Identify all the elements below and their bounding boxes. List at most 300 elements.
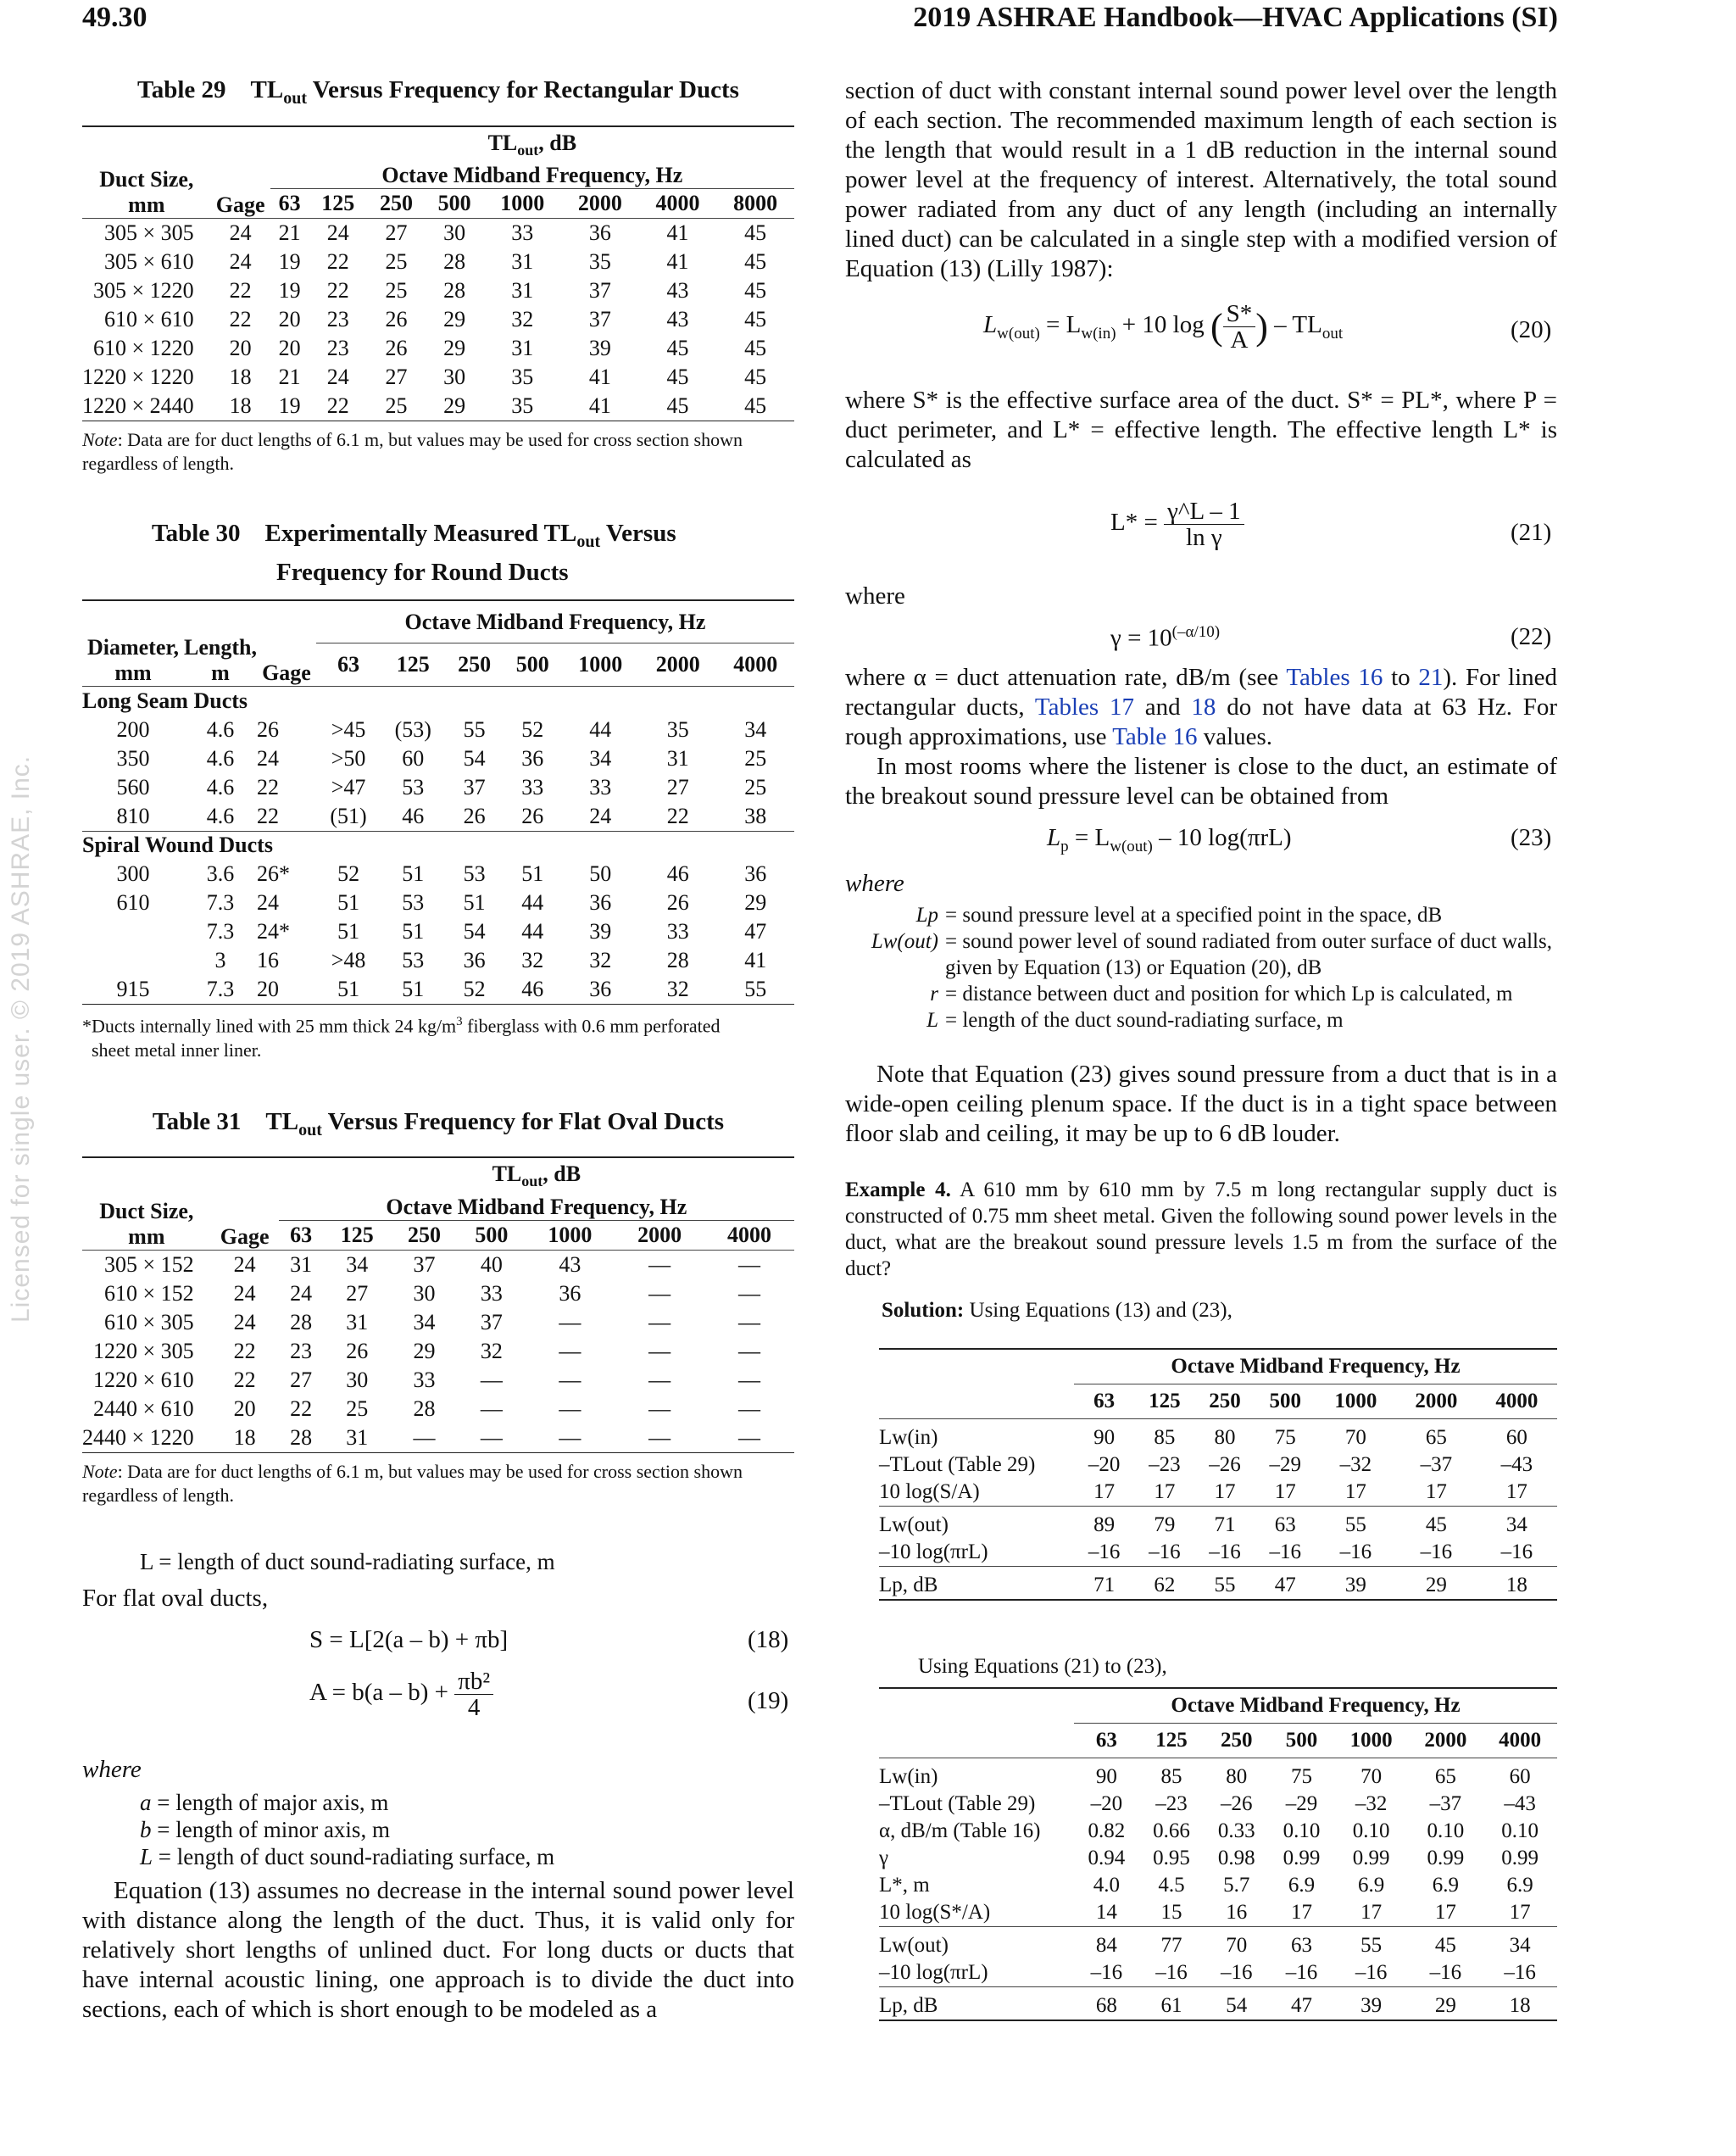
left-column [82, 75, 794, 1507]
example-freq-header: 125 [1149, 1390, 1181, 1412]
table30-cell: 915 [116, 977, 150, 1002]
link-table-21[interactable]: 21 [1418, 664, 1444, 691]
table30-cell: 36 [589, 977, 612, 1002]
example-cell: 90 [1093, 1426, 1116, 1449]
table30-section-row [82, 686, 794, 716]
example-cell: –16 [1088, 1540, 1121, 1563]
table29-freq-header: 63 [278, 190, 301, 215]
table31-cell: — [648, 1280, 671, 1306]
table29-cell: 25 [385, 248, 408, 274]
table29-cell: 39 [588, 335, 611, 360]
table29-cell: 32 [511, 306, 534, 331]
table31-cell: — [413, 1424, 436, 1450]
example-group-header: Octave Midband Frequency, Hz [1074, 1349, 1557, 1384]
table30-row [82, 860, 794, 889]
example-freq-header: 2000 [1415, 1390, 1458, 1412]
table29-cell: 305 × 1220 [93, 277, 194, 303]
example-cell: 55 [1360, 1934, 1383, 1957]
table29-cell: 24 [326, 364, 349, 389]
table30-cell: 51 [463, 890, 486, 916]
example-cell: 0.99 [1352, 1847, 1390, 1869]
table29-cell: 41 [666, 220, 689, 245]
example-cell: –20 [1088, 1453, 1121, 1476]
link-table-18[interactable]: 18 [1191, 694, 1216, 721]
example-empty-cell [879, 1724, 1074, 1758]
right-paragraph-1: section of duct with constant internal sound power level over the length of each section. The recommended maximum length of each section is the length that would result in a 1 dB reduction in the internal sound power level at the frequency of interest. Alternatively, the total sound power radiated from any duct of any length (including an internally lined duct) can be calculated in a single step with a modified version of Equation (13) (Lilly 1987): [845, 77, 1557, 282]
table31-cell: 28 [290, 1309, 313, 1334]
table29-cell: 26 [385, 335, 408, 360]
table30-freq-header: 1000 [578, 652, 623, 677]
table30-cell: 22 [256, 803, 279, 828]
example-cell: 0.66 [1153, 1819, 1190, 1842]
equation-18-number: (18) [748, 1626, 789, 1653]
table31-cell: 20 [233, 1396, 256, 1421]
example-cell: 4.0 [1093, 1874, 1120, 1897]
table30-cell: 36 [744, 861, 767, 887]
solution: Solution: Using Equations (13) and (23), [882, 1299, 1232, 1322]
example-freq-header: 2000 [1424, 1729, 1467, 1752]
definition-text: = length of minor axis, m [151, 1817, 390, 1842]
example-cell: 84 [1095, 1934, 1117, 1957]
example-cell: –23 [1149, 1453, 1181, 1476]
example-cell: –16 [1504, 1961, 1536, 1984]
table29-cell: 24 [229, 220, 252, 245]
table30-cell: 34 [589, 745, 612, 771]
table30-freq-header: 250 [458, 652, 492, 677]
example-cell: –43 [1504, 1792, 1536, 1815]
table31-cell: 1220 × 610 [93, 1367, 194, 1392]
table31: Duct Size, mm Gage $TL_{out}$, dB Octave Midband Frequency, Hz 63 125 250 500 1000 2000 4000 305 × 152 24 31 34 37 40 43 — — 610 × 152 24 24 27 30 33 36 — — 610 × 305 24 28 31 34 37 — — — 1220 × 305 22 23 26 29 32 — — — 1220 × 610 22 27 30 33 — — — — 2440 × 610 20 22 25 28 — — — — 2440 × 1220 18 28 31 — — — — — [82, 1156, 794, 1452]
example-cell: –26 [1221, 1792, 1253, 1815]
table31-cell: 24 [233, 1309, 256, 1334]
table31-cell: 2440 × 610 [93, 1396, 194, 1421]
table31-cell: — [559, 1338, 581, 1363]
example-cell: 90 [1095, 1765, 1117, 1788]
example-cell: 70 [1226, 1934, 1248, 1957]
example-cell: 15 [1160, 1901, 1182, 1924]
table29-cell: 22 [326, 248, 349, 274]
table29-cell: 26 [385, 306, 408, 331]
example-row-label: Lw(out) [879, 1934, 949, 1957]
table30-cell: >47 [331, 774, 366, 799]
table30-cell: 51 [337, 890, 360, 916]
table30-cell: 300 [116, 861, 150, 887]
table30-cell: 34 [744, 716, 767, 742]
example-cell: 45 [1434, 1934, 1456, 1957]
example-cell: 0.95 [1153, 1847, 1190, 1869]
table30-cell: 37 [463, 774, 486, 799]
table31-cell: 27 [346, 1280, 369, 1306]
example-cell: –32 [1355, 1792, 1388, 1815]
definition-symbol: L [140, 1844, 153, 1869]
table29-cell: 610 × 1220 [93, 335, 194, 360]
running-header: 2019 ASHRAE Handbook—HVAC Applications (SI) [913, 2, 1558, 33]
table31-cell: 27 [290, 1367, 313, 1392]
table31-cell: 18 [233, 1424, 256, 1450]
table29-cell: 305 × 610 [104, 248, 194, 274]
table31-cell: 40 [480, 1251, 503, 1277]
example-cell: –20 [1090, 1792, 1123, 1815]
table30-cell: 26 [463, 803, 486, 828]
example-row-label: –10 log(πrL) [879, 1540, 988, 1563]
example-freq-header: 63 [1095, 1729, 1117, 1752]
example-freq-header: 250 [1209, 1390, 1241, 1412]
example-cell: 17 [1505, 1480, 1527, 1503]
table29-cell: 27 [385, 364, 408, 389]
table30-section-label: Long Seam Ducts [82, 688, 248, 713]
table29-cell: 20 [278, 306, 301, 331]
definition-text: = length of duct sound-radiating surface, m [153, 1844, 555, 1869]
example-row-label: –TLout (Table 29) [879, 1792, 1036, 1815]
example-cell: 6.9 [1432, 1874, 1459, 1897]
definition-line [140, 1843, 554, 1870]
example-cell: 75 [1274, 1426, 1296, 1449]
table30-cell: 46 [402, 803, 425, 828]
equation-19: A = b(a – b) + $\frac{\text{πb²}}{4}$ [309, 1669, 493, 1720]
table31-cell: 30 [346, 1367, 369, 1392]
table29-cell: 29 [443, 335, 466, 360]
table31-cell: 33 [413, 1367, 436, 1392]
table31-freq-header: 1000 [548, 1222, 593, 1247]
table29-cell: 23 [326, 335, 349, 360]
definition-line [845, 1007, 1566, 1033]
using-equations-21-23: Using Equations (21) to (23), [918, 1655, 1167, 1678]
table30-cell: >45 [331, 716, 366, 742]
example-row-label: Lp, dB [879, 1574, 938, 1596]
example-cell: 17 [1434, 1901, 1456, 1924]
table31-freq-header: 250 [408, 1222, 442, 1247]
table30-cell: 22 [256, 774, 279, 799]
example-group-header: Octave Midband Frequency, Hz [1074, 1688, 1557, 1724]
table29-cell: 41 [588, 364, 611, 389]
table30-cell: 4.6 [206, 774, 235, 799]
example-row [879, 1845, 1557, 1872]
example-cell: 71 [1093, 1574, 1116, 1596]
table30-cell: 53 [402, 890, 425, 916]
table30-cell: 51 [402, 977, 425, 1002]
table31-cell: 31 [346, 1424, 369, 1450]
example-row-label: L*, m [879, 1874, 930, 1897]
example-cell: 17 [1274, 1480, 1296, 1503]
table30-cell: 24 [256, 890, 279, 916]
example-cell: –16 [1090, 1961, 1123, 1984]
example-cell: 55 [1214, 1574, 1236, 1596]
table30-cell: 36 [589, 890, 612, 916]
table30-cell: >48 [331, 948, 366, 973]
table31-cell: 37 [480, 1309, 503, 1334]
link-table-16b[interactable]: Table 16 [1112, 723, 1198, 750]
table29-row [82, 218, 794, 248]
table30-cell: 32 [666, 977, 689, 1002]
table30-cell: 60 [402, 745, 425, 771]
example-cell: 80 [1214, 1426, 1236, 1449]
table30-cell: 32 [521, 948, 544, 973]
table29-cell: 610 × 610 [104, 306, 194, 331]
table29-cell: 21 [278, 220, 301, 245]
table29-cell: 24 [326, 220, 349, 245]
table30-cell: (51) [330, 803, 367, 828]
example-cell: –16 [1221, 1961, 1253, 1984]
table29-cell: 21 [278, 364, 301, 389]
table30-freq-header: 4000 [733, 652, 778, 677]
table30-cell: 36 [463, 948, 486, 973]
table31-cell: 29 [413, 1338, 436, 1363]
table29-cell: 45 [666, 335, 689, 360]
equation-21: L* = $\frac{\gamma\^{}L - 1}{\text{ln γ}}$ [1110, 499, 1244, 550]
table31-cell: 30 [413, 1280, 436, 1306]
example-row [879, 1567, 1557, 1601]
table29-cell: 20 [229, 335, 252, 360]
definition-text: = length of major axis, m [151, 1790, 389, 1815]
example-cell: –16 [1269, 1540, 1302, 1563]
example-freq-row [879, 1724, 1557, 1758]
table30-cell: 51 [402, 919, 425, 944]
page-number: 49.30 [82, 2, 147, 33]
example-row-label: Lp, dB [879, 1994, 938, 2017]
example-cell: 61 [1160, 1994, 1182, 2017]
right-paragraph-4: In most rooms where the listener is close to the duct, an estimate of the breakout sound pressure level can be obtained from [845, 753, 1557, 810]
table30-cell: 7.3 [206, 890, 235, 916]
table29-cell: 35 [511, 393, 534, 418]
table31-cell: 31 [290, 1251, 313, 1277]
table31-cell: — [738, 1309, 761, 1334]
table30-freq-header: 125 [396, 652, 430, 677]
table29-cell: 25 [385, 277, 408, 303]
table31-cell: — [648, 1367, 671, 1392]
table30-cell: 53 [402, 774, 425, 799]
table31-cell: 2440 × 1220 [82, 1424, 194, 1450]
example-cell: –37 [1420, 1453, 1453, 1476]
table30-row [82, 773, 794, 802]
table31-cell: — [559, 1309, 581, 1334]
table30-cell: (53) [394, 716, 431, 742]
table29-row [82, 248, 794, 276]
left-definitions [140, 1789, 554, 1870]
table30-cell: 29 [744, 890, 767, 916]
table31-cell: 24 [290, 1280, 313, 1306]
example-cell: 0.10 [1283, 1819, 1321, 1842]
right-paragraph-5: Note that Equation (23) gives sound pressure from a duct that is in a wide-open ceiling plenum space. If the duct is in a tight space between floor slab and ceiling, it may be up to 6 dB louder. [845, 1061, 1557, 1147]
example-cell: 17 [1214, 1480, 1236, 1503]
table30-cell: 26 [256, 716, 279, 742]
table30-cell: 24 [256, 745, 279, 771]
example-cell: 0.94 [1088, 1847, 1126, 1869]
example-cell: –43 [1500, 1453, 1533, 1476]
table29-row [82, 276, 794, 305]
table29-cell: 1220 × 1220 [82, 364, 194, 389]
table30-cell: 53 [402, 948, 425, 973]
table30-cell: 33 [666, 919, 689, 944]
definition-symbol: a [140, 1790, 152, 1815]
table31-cell: 305 × 152 [104, 1251, 194, 1277]
table31-cell: — [738, 1280, 761, 1306]
table30-cell: 4.6 [206, 803, 235, 828]
table30-cell: 46 [666, 861, 689, 887]
example-cell: 17 [1344, 1480, 1366, 1503]
example-freq-header: 4000 [1495, 1390, 1538, 1412]
example-cell: 80 [1226, 1765, 1248, 1788]
table30-cell: 4.6 [206, 745, 235, 771]
example-row [879, 1791, 1557, 1818]
table29-cell: 37 [588, 306, 611, 331]
example-cell: 0.82 [1088, 1819, 1126, 1842]
table29-cell: 35 [588, 248, 611, 274]
example-cell: 29 [1425, 1574, 1447, 1596]
table31-cell: 28 [290, 1424, 313, 1450]
table31-cell: 34 [346, 1251, 369, 1277]
example-cell: 0.33 [1217, 1819, 1255, 1842]
example-cell: 75 [1290, 1765, 1312, 1788]
table30-cell: 51 [337, 977, 360, 1002]
example-cell: 0.99 [1283, 1847, 1321, 1869]
example-row [879, 1818, 1557, 1845]
table29-cell: 45 [744, 220, 767, 245]
table31-cell: 32 [480, 1338, 503, 1363]
l-definition: L = length of duct sound-radiating surface, m [140, 1549, 555, 1574]
table29-cell: 31 [511, 277, 534, 303]
example-row-label: 10 log(S*/A) [879, 1901, 991, 1924]
example-cell: 39 [1360, 1994, 1383, 2017]
where-label-3: where [845, 870, 904, 897]
table29-cell: 31 [511, 248, 534, 274]
table31-cell: 34 [413, 1309, 436, 1334]
table30-cell: 52 [463, 977, 486, 1002]
table30-cell: 27 [666, 774, 689, 799]
table30-row [82, 744, 794, 773]
definition-text: = length of the duct sound-radiating surface, m [945, 1009, 1344, 1032]
example-cell: 47 [1290, 1994, 1312, 2017]
example-cell: 17 [1154, 1480, 1176, 1503]
table29-cell: 35 [511, 364, 534, 389]
example-cell: 17 [1093, 1480, 1116, 1503]
table29-cell: 25 [385, 393, 408, 418]
equation-19-number: (19) [748, 1687, 789, 1714]
example-row [879, 1987, 1557, 2021]
table29-cell: 305 × 305 [104, 220, 194, 245]
table31-cell: 23 [290, 1338, 313, 1363]
example-cell: –16 [1155, 1961, 1188, 1984]
table31-freq-header: 63 [290, 1222, 313, 1247]
right-paragraph-3: where α = duct attenuation rate, dB/m (see Tables 16 to 21). For lined rectangular ducts, Tables 17 and 18 do not have data at 63 Hz. For rough approximations, use Table 16 values. [845, 664, 1558, 750]
example-cell: 85 [1154, 1426, 1176, 1449]
example-row [879, 1927, 1557, 1960]
example-row-label: γ [879, 1847, 889, 1869]
example-freq-header: 63 [1093, 1390, 1116, 1412]
example-cell: 0.99 [1501, 1847, 1538, 1869]
table29-cell: 45 [744, 248, 767, 274]
example-cell: 65 [1434, 1765, 1456, 1788]
license-watermark: Licensed for single user. © 2019 ASHRAE, Inc. [7, 755, 35, 1323]
table30-freq-header: 500 [515, 652, 549, 677]
example-cell: 39 [1344, 1574, 1366, 1596]
example-4: Example 4. A 610 mm by 610 mm by 7.5 m long rectangular supply duct is constructed of 0.75 mm sheet metal. Given the following sound power levels in the duct, what are the breakout sound pressure levels 1.5 m from the surface of the duct? [845, 1178, 1557, 1280]
link-table-16[interactable]: Tables 16 [1286, 664, 1383, 691]
table29: Duct Size, mm Gage $TL_{out}$, dB Octave Midband Frequency, Hz 63 125 250 500 1000 2000 4000 8000 305 × 305 24 21 24 27 30 33 36 41 45 305 × 610 24 19 22 25 28 31 35 41 45 305 × 1220 22 19 22 25 28 31 37 43 45 610 × 610 22 20 23 26 29 32 37 43 45 610 × 1220 20 20 23 26 29 31 39 45 45 1220 × 1220 18 21 24 27 30 35 41 45 45 1220 × 2440 18 19 22 25 29 35 41 45 45 [82, 125, 794, 421]
table29-cell: 24 [229, 248, 252, 274]
example-freq-row [879, 1384, 1557, 1419]
table30-cell: 46 [521, 977, 544, 1002]
table30-row [82, 946, 794, 975]
example-cell: 62 [1154, 1574, 1176, 1596]
table30-cell: >50 [331, 745, 366, 771]
example-row-label: α, dB/m (Table 16) [879, 1819, 1041, 1842]
table30-cell: 810 [116, 803, 150, 828]
table29-cell: 23 [326, 306, 349, 331]
example-cell: –29 [1285, 1792, 1318, 1815]
table30-cell: 51 [521, 861, 544, 887]
table31-row [82, 1423, 794, 1453]
example-row-label: Lw(out) [879, 1513, 949, 1536]
example-cell: 0.98 [1217, 1847, 1255, 1869]
example-freq-header: 1000 [1334, 1390, 1377, 1412]
left-paragraph: Equation (13) assumes no decrease in the internal sound power level with distance along the length of the duct. Thus, it is valid only for relatively short lengths of unlined duct. For long ducts or ducts that have internal acoustic lining, one approach is to divide the duct into sections, each of which is short enough to be modeled as a [82, 1877, 794, 2023]
table29-cell: 27 [385, 220, 408, 245]
table31-cell: — [480, 1424, 503, 1450]
table30-cell: 55 [744, 977, 767, 1002]
table31-cell: — [480, 1367, 503, 1392]
example-row [879, 1872, 1557, 1899]
equation-23: $L_p = L_{w(out)} - 10$ log(πrL) [1047, 824, 1292, 855]
example-cell: 60 [1509, 1765, 1531, 1788]
example-cell: 89 [1093, 1513, 1116, 1536]
table29-cell: 45 [744, 393, 767, 418]
example-cell: –16 [1285, 1961, 1318, 1984]
table30-cell: 52 [337, 861, 360, 887]
example-cell: 0.99 [1427, 1847, 1465, 1869]
table30-cell: 32 [589, 948, 612, 973]
equation-23-number: (23) [1511, 824, 1552, 851]
table31-cell: — [648, 1338, 671, 1363]
table30-cell: 36 [521, 745, 544, 771]
example-cell: –16 [1339, 1540, 1372, 1563]
table30-cell: 610 [116, 890, 150, 916]
link-table-17[interactable]: Tables 17 [1034, 694, 1134, 721]
table31-row [82, 1279, 794, 1308]
table31-cell: — [648, 1396, 671, 1421]
table29-cell: 45 [666, 364, 689, 389]
example-cell: 17 [1360, 1901, 1383, 1924]
example-cell: 34 [1509, 1934, 1531, 1957]
table31-note: Note: Data are for duct lengths of 6.1 m, but values may be used for cross section shown regardless of length. [82, 1460, 743, 1506]
definition-symbol: r [930, 983, 938, 1006]
example-table-2 [879, 1687, 1557, 2021]
table30-row [82, 802, 794, 832]
right-definitions [845, 902, 1566, 1033]
table29-title: Table 29 $TL_{out}$ Versus Frequency for Rectangular Ducts [137, 76, 739, 108]
table31-row [82, 1395, 794, 1423]
table29-freq-header: 500 [437, 190, 471, 215]
table31-title: Table 31 $TL_{out}$ Versus Frequency for Flat Oval Ducts [152, 1107, 725, 1139]
table31-row [82, 1250, 794, 1279]
table30-cell: 31 [666, 745, 689, 771]
example-cell: –26 [1209, 1453, 1241, 1476]
table30-section-row [82, 831, 794, 860]
example-cell: 0.10 [1352, 1819, 1390, 1842]
table30-row [82, 917, 794, 946]
example-cell: –37 [1429, 1792, 1462, 1815]
definition-text: = sound pressure level at a specified point in the space, dB [945, 904, 1443, 927]
table31-cell: 28 [413, 1396, 436, 1421]
example-freq-header: 125 [1155, 1729, 1188, 1752]
example-cell: 55 [1344, 1513, 1366, 1536]
table29-cell: 18 [229, 364, 252, 389]
table31-cell: 37 [413, 1251, 436, 1277]
definition-symbol: L [926, 1009, 938, 1032]
table31-cell: 610 × 152 [104, 1280, 194, 1306]
table31-cell: 33 [480, 1280, 503, 1306]
table30-footnote: *Ducts internally lined with 25 mm thick 24 $kg/m^3$ fiberglass with 0.6 mm perforated sheet metal inner liner. [82, 1015, 721, 1061]
table30-cell: 25 [744, 745, 767, 771]
